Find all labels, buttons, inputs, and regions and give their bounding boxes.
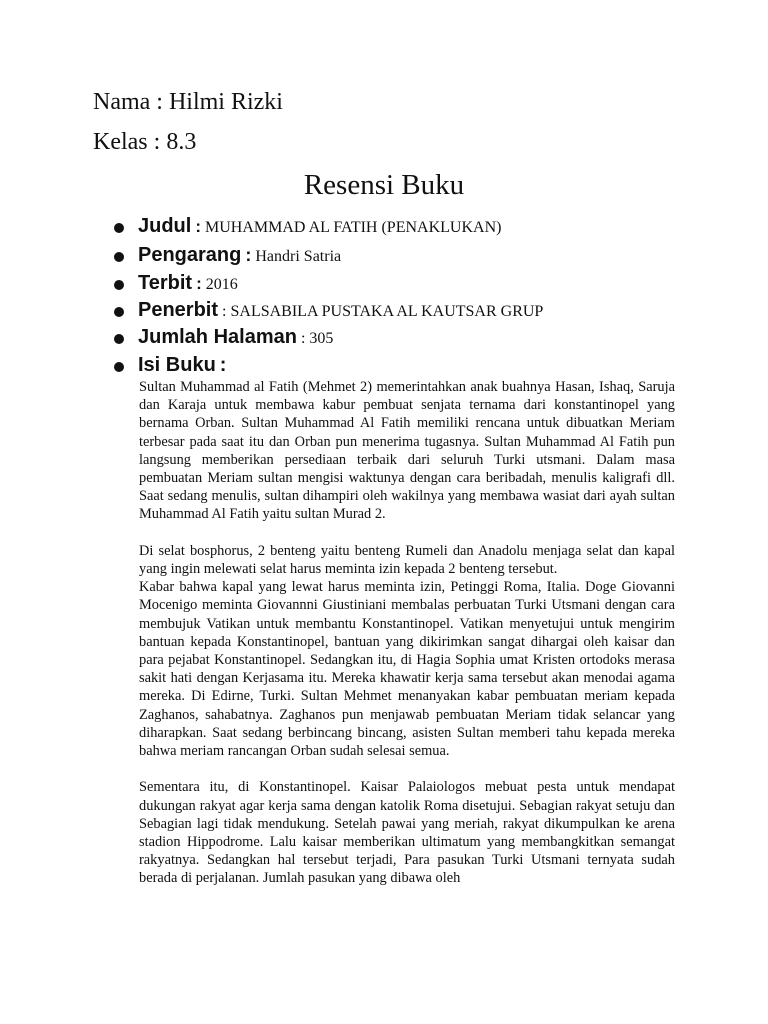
info-label: Terbit bbox=[138, 272, 193, 294]
info-value: MUHAMMAD AL FATIH (PENAKLUKAN) bbox=[205, 219, 502, 236]
bullet-icon bbox=[114, 362, 124, 372]
bullet-icon bbox=[114, 334, 124, 344]
student-class: Kelas : 8.3 bbox=[93, 129, 197, 155]
info-item-jumlah-halaman bbox=[138, 325, 333, 351]
info-item-pengarang bbox=[138, 243, 341, 269]
bullet-icon bbox=[114, 307, 124, 317]
info-separator: : bbox=[195, 217, 202, 236]
info-value: SALSABILA PUSTAKA AL KAUTSAR GRUP bbox=[230, 303, 544, 320]
summary-paragraph-4: Sementara itu, di Konstantinopel. Kaisar Palaiologos mebuat pesta untuk mendapat dukungan rakyat agar kerja sama dengan katolik Roma disetujui. Sebagian rakyat setuju dan Sebagian lagi tidak mendukung. Setelah pawai yang meriah, rakyat dikumpulkan ke arena stadion Hippodrome. Lalu kaisar memberikan ultimatum yang membangkitkan semangat rakyatnya. Sedangkan hal tersebut terjadi, Para pasukan Turki Utsmani ternyata sudah berada di perjalanan. Jumlah pasukan yang dibawa oleh bbox=[139, 779, 675, 887]
info-separator: : bbox=[222, 303, 227, 320]
info-value: 305 bbox=[309, 330, 334, 347]
bullet-icon bbox=[114, 223, 124, 233]
info-separator: : bbox=[300, 330, 306, 347]
info-label: Penerbit bbox=[138, 299, 219, 321]
info-item-terbit bbox=[138, 271, 238, 297]
summary-paragraph-3: Kabar bahwa kapal yang lewat harus meminta izin, Petinggi Roma, Italia. Doge Giovanni Mocenigo meminta Giovannni Giustiniani membalas perbuatan Turki Utsmani dengan cara membujuk Vatikan untuk membantu Konstantinopel. Vatikan menyetujui untuk mengirim bantuan kepada Konstantinopel, bantuan yang dikirimkan sangat dihargai oleh kaisar dan para pejabat Konstantinopel. Sedangkan itu, di Hagia Sophia umat Kristen ortodoks merasa sakit hati dengan Kerjasama itu. Mereka khawatir kerja sama tersebut akan menodai agama mereka. Di Edirne, Turki. Sultan Mehmet menanyakan kabar pembuatan meriam kepada Zaghanos, sahabatnya. Zaghanos pun menjawab pembuatan Meriam tidak selancar yang diharapkan. Saat sedang berbincang bincang, asisten Sultan memberi tahu kepada mereka bahwa meriam rancangan Orban sudah selesai semua. bbox=[139, 579, 675, 760]
bullet-icon bbox=[114, 280, 124, 290]
info-item-judul bbox=[138, 214, 501, 240]
info-separator: : bbox=[196, 274, 202, 293]
info-value: Handri Satria bbox=[255, 248, 342, 265]
document-title: Resensi Buku bbox=[303, 169, 465, 201]
summary-body bbox=[139, 378, 675, 906]
info-item-penerbit bbox=[138, 298, 543, 324]
info-item-isi-buku bbox=[138, 353, 226, 379]
info-label: Isi Buku bbox=[138, 354, 216, 376]
summary-paragraph-2: Di selat bosphorus, 2 benteng yaitu benteng Rumeli dan Anadolu menjaga selat dan kapal yang ingin melewati selat harus meminta izin kepada 2 benteng tersebut. bbox=[139, 542, 675, 578]
bullet-icon bbox=[114, 252, 124, 262]
info-separator: : bbox=[219, 354, 227, 376]
info-separator: : bbox=[245, 245, 252, 265]
info-label: Judul bbox=[138, 215, 192, 237]
info-value: 2016 bbox=[205, 276, 238, 293]
info-label: Pengarang bbox=[138, 244, 242, 266]
student-name: Nama : Hilmi Rizki bbox=[93, 89, 283, 115]
summary-paragraph-1: Sultan Muhammad al Fatih (Mehmet 2) memerintahkan anak buahnya Hasan, Ishaq, Saruja dan Karaja untuk membawa kabur pembuat senjata ternama dari konstantinopel yang bernama Orban. Sultan Muhammad Al Fatih memiliki rencana untuk dibuatkan Meriam terbesar pada saat itu dan Orban pun menerima tugasnya. Sultan Muhammad Al Fatih pun langsung memberikan persediaan terbaik dari seluruh Turki utsmani. Dalam masa pembuatan Meriam sultan mengisi waktunya dengan cara beribadah, menulis kaligrafi dll. Saat sedang menulis, sultan dihampiri oleh wakilnya yang membawa wasiat dari ayah sultan Muhammad Al Fatih yaitu sultan Murad 2. bbox=[139, 379, 675, 523]
info-label: Jumlah Halaman bbox=[138, 326, 297, 348]
